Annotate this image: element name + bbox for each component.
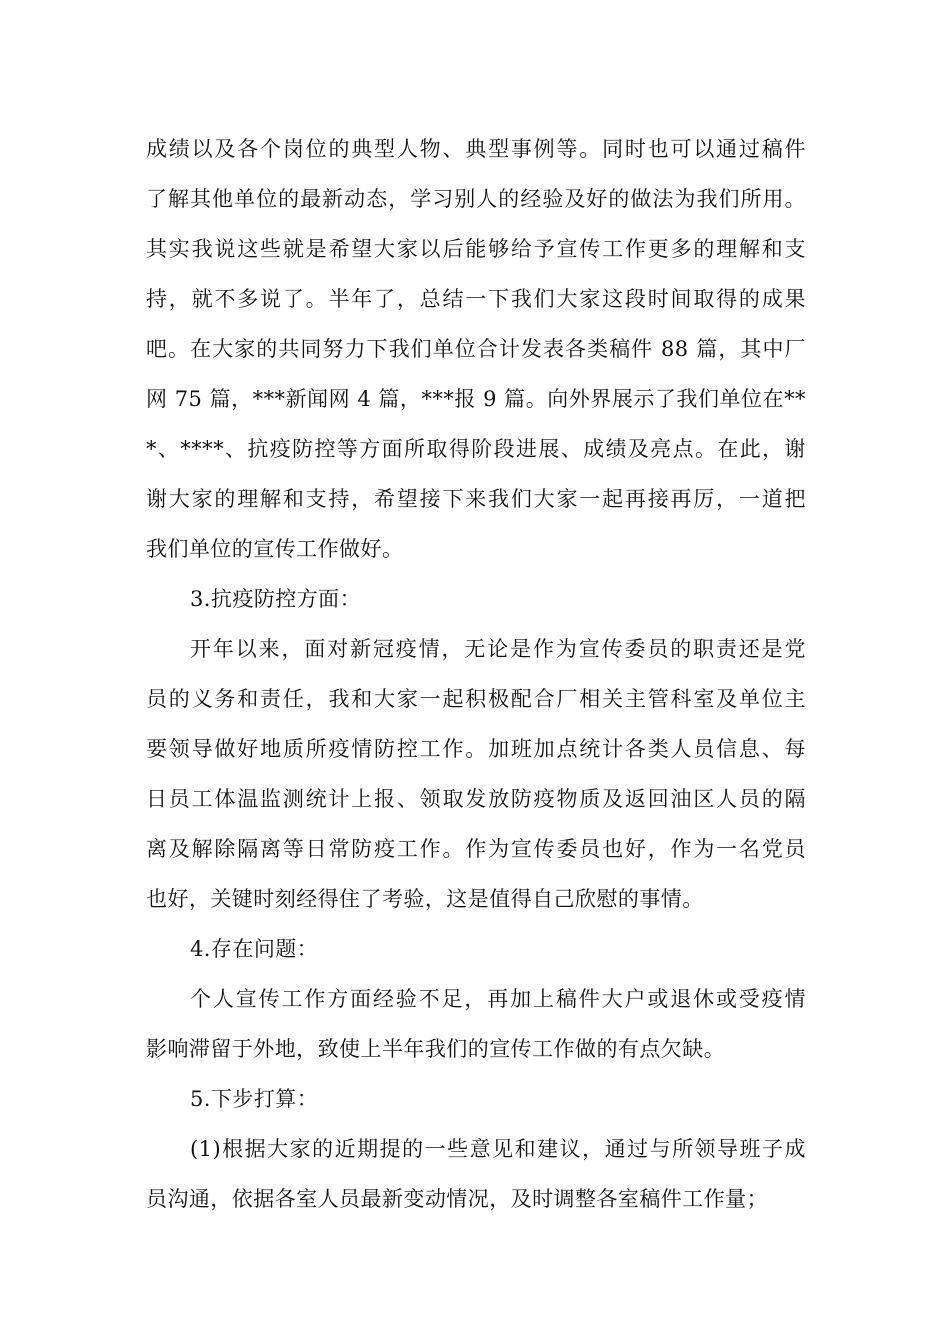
text-line: 谢大家的理解和支持，希望接下来我们大家一起再接再厉，一道把 bbox=[146, 487, 806, 511]
text-line: 开年以来，面对新冠疫情，无论是作为宣传委员的职责还是党 bbox=[190, 637, 806, 661]
text-line: 员的义务和责任，我和大家一起积极配合厂相关主管科室及单位主 bbox=[146, 687, 806, 711]
text-line: 员沟通，依据各室人员最新变动情况，及时调整各室稿件工作量； bbox=[146, 1187, 769, 1211]
text-line: 离及解除隔离等日常防疫工作。作为宣传委员也好，作为一名党员 bbox=[146, 837, 806, 861]
text-line: 日员工体温监测统计上报、领取发放防疫物质及返回油区人员的隔 bbox=[146, 787, 806, 811]
text-line: *、****、抗疫防控等方面所取得阶段进展、成绩及亮点。在此，谢 bbox=[146, 437, 806, 461]
text-line: 持，就不多说了。半年了，总结一下我们大家这段时间取得的成果 bbox=[146, 287, 806, 311]
section-heading: 5.下步打算： bbox=[190, 1087, 319, 1111]
text-line: 个人宣传工作方面经验不足，再加上稿件大户或退休或受疫情 bbox=[190, 987, 806, 1011]
text-line: 要领导做好地质所疫情防控工作。加班加点统计各类人员信息、每 bbox=[146, 737, 806, 761]
section-heading: 3.抗疫防控方面： bbox=[190, 587, 362, 611]
text-line: 网 75 篇，***新闻网 4 篇，***报 9 篇。向外界展示了我们单位在** bbox=[146, 387, 806, 411]
text-line: 其实我说这些就是希望大家以后能够给予宣传工作更多的理解和支 bbox=[146, 237, 806, 261]
text-line: 也好，关键时刻经得住了考验，这是值得自己欣慰的事情。 bbox=[146, 887, 704, 911]
text-line: 我们单位的宣传工作做好。 bbox=[146, 537, 404, 561]
text-line: 影响滞留于外地，致使上半年我们的宣传工作做的有点欠缺。 bbox=[146, 1037, 726, 1061]
text-line: 成绩以及各个岗位的典型人物、典型事例等。同时也可以通过稿件 bbox=[146, 137, 806, 161]
text-line: 了解其他单位的最新动态，学习别人的经验及好的做法为我们所用。 bbox=[146, 187, 806, 211]
text-line: (1)根据大家的近期提的一些意见和建议，通过与所领导班子成 bbox=[190, 1137, 806, 1161]
section-heading: 4.存在问题： bbox=[190, 937, 319, 961]
text-line: 吧。在大家的共同努力下我们单位合计发表各类稿件 88 篇，其中厂 bbox=[146, 337, 806, 361]
